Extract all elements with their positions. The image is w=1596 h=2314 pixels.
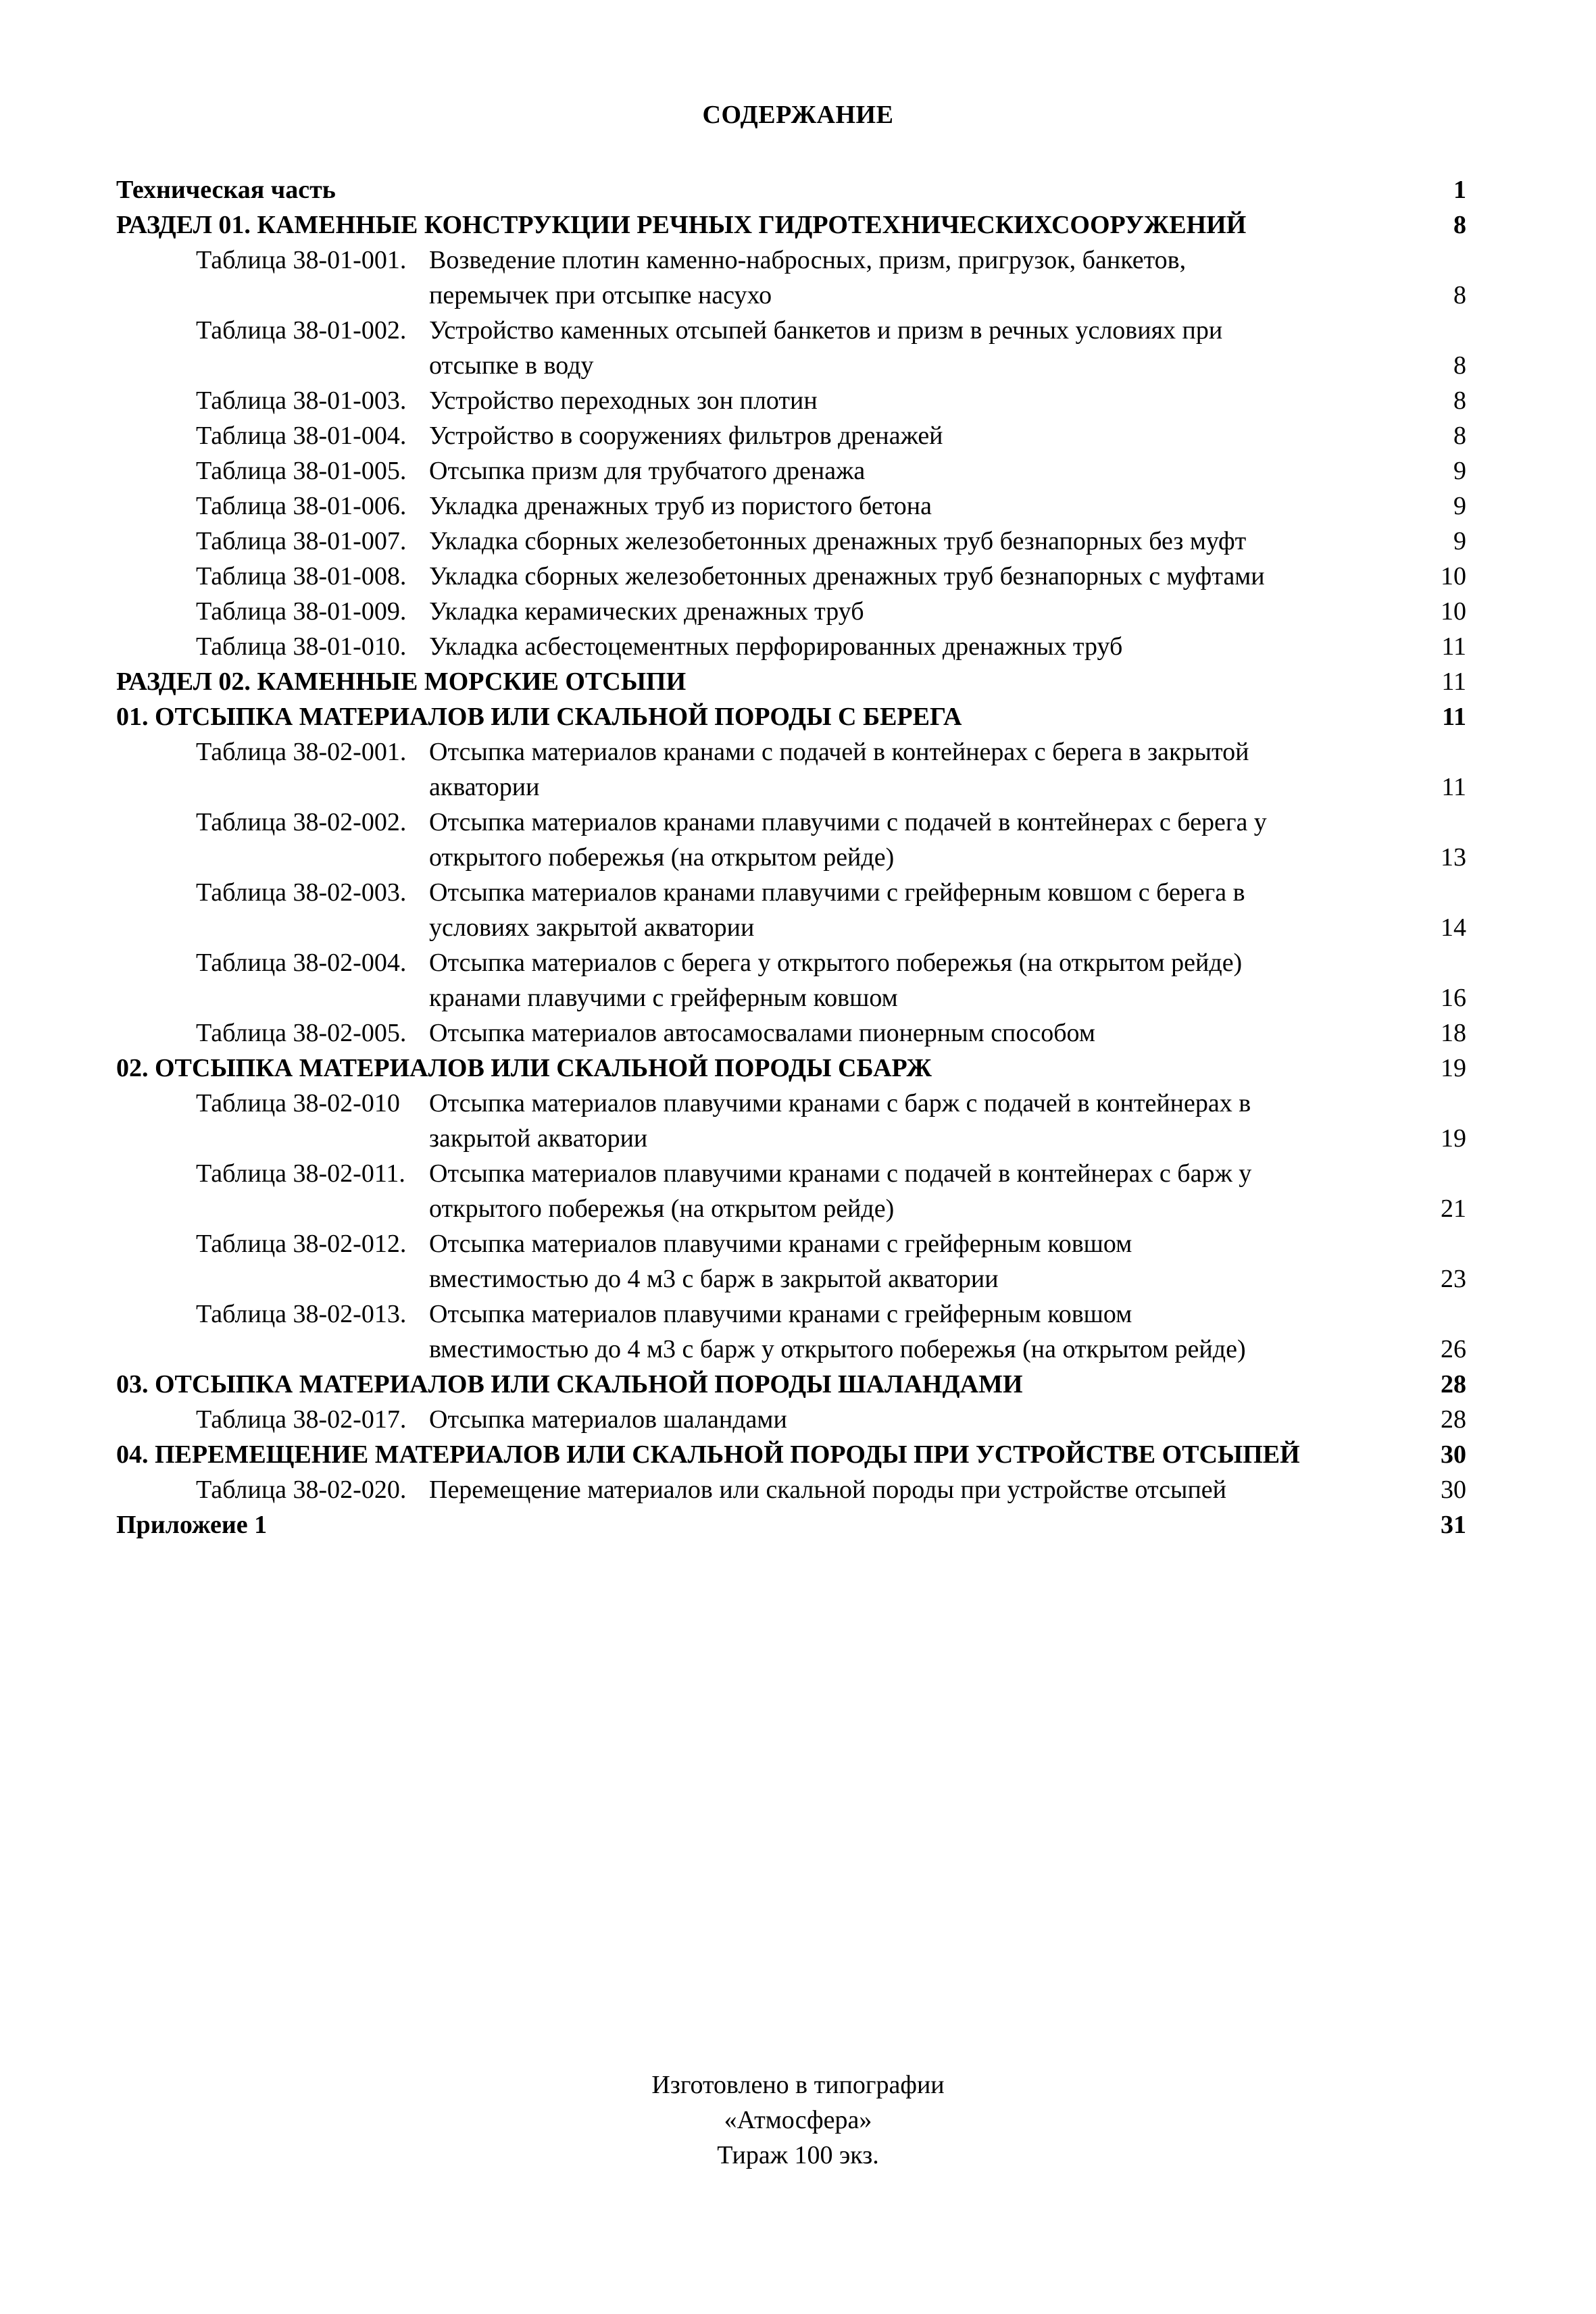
toc-entry-text xyxy=(196,1086,1251,1153)
toc-table-description xyxy=(429,1015,1095,1051)
toc-entry-text xyxy=(196,313,1223,380)
toc-table-code: Таблица 38-02-020. xyxy=(196,1476,407,1504)
toc-section-title: 02. ОТСЫПКА МАТЕРИАЛОВ ИЛИ СКАЛЬНОЙ ПОРОДЫ СБАРЖ xyxy=(116,1054,932,1082)
toc-table-code: Таблица 38-01-002. xyxy=(196,316,407,345)
toc-table-description xyxy=(429,243,1186,313)
toc-description-line: Возведение плотин каменно-набросных, призм, пригрузок, банкетов, xyxy=(429,246,1187,274)
toc-table-description xyxy=(429,488,932,524)
toc-section-title: 03. ОТСЫПКА МАТЕРИАЛОВ ИЛИ СКАЛЬНОЙ ПОРОДЫ ШАЛАНДАМИ xyxy=(116,1370,1023,1399)
toc-description-line: вместимостью до 4 м3 с барж в закрытой акватории xyxy=(429,1265,999,1293)
toc-table-code: Таблица 38-02-012. xyxy=(196,1230,407,1258)
toc-description-line: Укладка дренажных труб из пористого бетона xyxy=(429,492,932,520)
toc-table-description xyxy=(429,453,865,488)
toc-table-description xyxy=(429,1226,1132,1297)
toc-section-row[interactable] xyxy=(0,1367,1596,1402)
toc-table-row[interactable] xyxy=(0,313,1596,383)
toc-description-line: Укладка асбестоцементных перфорированных дренажных труб xyxy=(429,632,1123,661)
toc-entry-text xyxy=(196,734,1249,801)
toc-section-title: 01. ОТСЫПКА МАТЕРИАЛОВ ИЛИ СКАЛЬНОЙ ПОРОДЫ С БЕРЕГА xyxy=(116,703,962,731)
toc-description-line: Укладка керамических дренажных труб xyxy=(429,597,864,626)
imprint-line-2: «Атмосфера» xyxy=(724,2106,872,2134)
toc-table-row[interactable] xyxy=(0,1015,1596,1051)
toc-page-number: 19 xyxy=(1441,1124,1466,1153)
toc-section-row[interactable] xyxy=(0,699,1596,734)
toc-entry-text xyxy=(196,1015,1095,1051)
toc-section-row[interactable] xyxy=(0,664,1596,699)
toc-page-number: 8 xyxy=(1453,386,1466,415)
toc-entry-text xyxy=(196,1402,787,1437)
toc-description-line: Устройство в сооружениях фильтров дренажей xyxy=(429,422,943,450)
toc-description-line: Перемещение материалов или скальной породы при устройстве отсыпей xyxy=(429,1476,1227,1504)
toc-page-number: 26 xyxy=(1441,1335,1466,1363)
toc-section-row[interactable] xyxy=(0,1051,1596,1086)
toc-description-line: Отсыпка материалов кранами плавучими с грейферным ковшом с берега в xyxy=(429,878,1245,907)
toc-description-line: Устройство переходных зон плотин xyxy=(429,386,818,415)
toc-entry-text xyxy=(196,488,932,524)
toc-table-description xyxy=(429,418,943,453)
toc-table-code: Таблица 38-02-017. xyxy=(196,1405,407,1434)
toc-entry-text xyxy=(196,418,943,453)
toc-table-description xyxy=(429,1297,1246,1367)
toc-table-row[interactable] xyxy=(0,734,1596,805)
toc-table-row[interactable] xyxy=(0,1156,1596,1226)
toc-description-line: открытого побережья (на открытом рейде) xyxy=(429,843,895,872)
toc-description-line: Отсыпка материалов плавучими кранами с барж с подачей в контейнерах в xyxy=(429,1089,1251,1117)
toc-entry-text xyxy=(196,559,1265,594)
toc-table-code: Таблица 38-01-007. xyxy=(196,527,407,555)
toc-section-title: Приложеие 1 xyxy=(116,1511,268,1539)
toc-description-line: Отсыпка материалов плавучими кранами с подачей в контейнерах с барж у xyxy=(429,1159,1252,1188)
toc-table-code: Таблица 38-01-004. xyxy=(196,422,407,450)
toc-table-row[interactable] xyxy=(0,805,1596,875)
toc-table-description xyxy=(429,313,1222,383)
toc-table-description xyxy=(429,594,864,629)
toc-table-row[interactable] xyxy=(0,1226,1596,1297)
toc-description-line: Укладка сборных железобетонных дренажных труб безнапорных с муфтами xyxy=(429,562,1265,590)
table-of-contents xyxy=(0,172,1596,1542)
toc-entry-text xyxy=(196,875,1245,942)
toc-page-number: 9 xyxy=(1453,492,1466,520)
toc-page-number: 11 xyxy=(1441,632,1466,661)
toc-table-description xyxy=(429,1086,1251,1156)
toc-table-row[interactable] xyxy=(0,875,1596,945)
toc-description-line: Отсыпка призм для трубчатого дренажа xyxy=(429,457,866,485)
toc-table-code: Таблица 38-02-011. xyxy=(196,1159,405,1188)
toc-section-row[interactable] xyxy=(0,1437,1596,1472)
toc-description-line: перемычек при отсыпке насухо xyxy=(429,281,772,309)
toc-entry-text xyxy=(196,1472,1227,1507)
toc-table-code: Таблица 38-02-013. xyxy=(196,1300,407,1328)
toc-table-row[interactable] xyxy=(0,383,1596,418)
toc-table-code: Таблица 38-01-001. xyxy=(196,246,407,274)
toc-page-number: 13 xyxy=(1441,843,1466,872)
page-title: СОДЕРЖАНИЕ xyxy=(702,101,894,129)
toc-table-row[interactable] xyxy=(0,1086,1596,1156)
toc-page-number: 19 xyxy=(1441,1054,1466,1082)
toc-table-description xyxy=(429,875,1245,945)
toc-page-number: 8 xyxy=(1453,351,1466,380)
toc-table-code: Таблица 38-01-006. xyxy=(196,492,407,520)
toc-table-code: Таблица 38-02-004. xyxy=(196,949,407,977)
toc-table-code: Таблица 38-02-003. xyxy=(196,878,407,907)
toc-description-line: Отсыпка материалов с берега у открытого побережья (на открытом рейде) xyxy=(429,949,1243,977)
toc-description-line: Отсыпка материалов кранами с подачей в контейнерах с берега в закрытой xyxy=(429,738,1249,766)
toc-page-number: 31 xyxy=(1441,1511,1466,1539)
toc-table-row[interactable] xyxy=(0,559,1596,594)
toc-entry-text xyxy=(196,629,1123,664)
toc-page-number: 21 xyxy=(1441,1194,1466,1223)
toc-page-number: 28 xyxy=(1441,1405,1466,1434)
toc-table-code: Таблица 38-01-005. xyxy=(196,457,407,485)
toc-table-description xyxy=(429,1156,1251,1226)
toc-page-number: 11 xyxy=(1441,668,1466,696)
imprint xyxy=(0,2067,1596,2173)
toc-page-number: 8 xyxy=(1453,281,1466,309)
toc-entry-text xyxy=(196,1297,1246,1363)
toc-entry-text xyxy=(196,243,1187,309)
toc-page-number: 9 xyxy=(1453,527,1466,555)
imprint-line-3: Тираж 100 экз. xyxy=(717,2141,879,2169)
toc-page-number: 1 xyxy=(1453,176,1466,204)
toc-description-line: кранами плавучими с грейферным ковшом xyxy=(429,984,898,1012)
toc-entry-text xyxy=(196,1156,1252,1223)
toc-page-number: 14 xyxy=(1441,913,1466,942)
imprint-line-1: Изготовлено в типографии xyxy=(651,2071,945,2099)
toc-entry-text xyxy=(196,1226,1132,1293)
toc-table-description xyxy=(429,559,1265,594)
toc-description-line: условиях закрытой акватории xyxy=(429,913,755,942)
toc-page-number: 18 xyxy=(1441,1019,1466,1047)
toc-table-row[interactable] xyxy=(0,1297,1596,1367)
toc-table-code: Таблица 38-02-010 xyxy=(196,1089,400,1117)
toc-description-line: Отсыпка материалов кранами плавучими с подачей в контейнерах с берега у xyxy=(429,808,1267,836)
toc-table-code: Таблица 38-01-008. xyxy=(196,562,407,590)
toc-entry-text xyxy=(196,594,864,629)
toc-table-code: Таблица 38-01-009. xyxy=(196,597,407,626)
toc-table-row[interactable] xyxy=(0,418,1596,453)
toc-section-row[interactable] xyxy=(0,207,1596,243)
toc-table-row[interactable] xyxy=(0,524,1596,559)
toc-table-code: Таблица 38-02-005. xyxy=(196,1019,407,1047)
toc-table-description xyxy=(429,1472,1226,1507)
toc-table-row[interactable] xyxy=(0,488,1596,524)
toc-table-code: Таблица 38-02-002. xyxy=(196,808,407,836)
toc-table-description xyxy=(429,805,1267,875)
toc-page-number: 10 xyxy=(1441,597,1466,626)
toc-page-number: 8 xyxy=(1453,211,1466,239)
toc-description-line: Укладка сборных железобетонных дренажных труб безнапорных без муфт xyxy=(429,527,1247,555)
toc-entry-text xyxy=(196,524,1247,559)
toc-page-number: 16 xyxy=(1441,984,1466,1012)
toc-table-code: Таблица 38-02-001. xyxy=(196,738,407,766)
toc-description-line: Отсыпка материалов плавучими кранами с грейферным ковшом xyxy=(429,1230,1132,1258)
toc-table-description xyxy=(429,524,1246,559)
toc-section-title: 04. ПЕРЕМЕЩЕНИЕ МАТЕРИАЛОВ ИЛИ СКАЛЬНОЙ ПОРОДЫ ПРИ УСТРОЙСТВЕ ОТСЫПЕЙ xyxy=(116,1440,1300,1469)
toc-table-row[interactable] xyxy=(0,1472,1596,1507)
toc-page-number: 23 xyxy=(1441,1265,1466,1293)
toc-table-code: Таблица 38-01-003. xyxy=(196,386,407,415)
toc-page-number: 30 xyxy=(1441,1440,1466,1469)
toc-table-description xyxy=(429,629,1122,664)
toc-table-row[interactable] xyxy=(0,243,1596,313)
toc-section-title: РАЗДЕЛ 02. КАМЕННЫЕ МОРСКИЕ ОТСЫПИ xyxy=(116,668,687,696)
toc-description-line: открытого побережья (на открытом рейде) xyxy=(429,1194,895,1223)
toc-table-row[interactable] xyxy=(0,594,1596,629)
toc-entry-text xyxy=(196,453,866,488)
toc-description-line: вместимостью до 4 м3 с барж у открытого побережья (на открытом рейде) xyxy=(429,1335,1246,1363)
toc-page-number: 9 xyxy=(1453,457,1466,485)
toc-description-line: акватории xyxy=(429,773,540,801)
toc-table-description xyxy=(429,1402,787,1437)
toc-table-description xyxy=(429,383,818,418)
toc-page-number: 8 xyxy=(1453,422,1466,450)
toc-table-description xyxy=(429,734,1249,805)
toc-section-row[interactable] xyxy=(0,1507,1596,1542)
toc-description-line: Отсыпка материалов плавучими кранами с грейферным ковшом xyxy=(429,1300,1132,1328)
toc-page-number: 11 xyxy=(1442,703,1466,731)
toc-page-number: 10 xyxy=(1441,562,1466,590)
toc-entry-text xyxy=(196,945,1243,1012)
toc-table-row[interactable] xyxy=(0,1402,1596,1437)
toc-table-description xyxy=(429,945,1242,1015)
toc-description-line: отсыпке в воду xyxy=(429,351,594,380)
toc-page-number: 11 xyxy=(1441,773,1466,801)
toc-section-title: Техническая часть xyxy=(116,176,336,204)
toc-table-row[interactable] xyxy=(0,945,1596,1015)
toc-entry-text xyxy=(196,805,1267,872)
toc-page-number: 28 xyxy=(1441,1370,1466,1399)
toc-table-row[interactable] xyxy=(0,453,1596,488)
toc-table-code: Таблица 38-01-010. xyxy=(196,632,407,661)
toc-table-row[interactable] xyxy=(0,629,1596,664)
toc-section-row[interactable] xyxy=(0,172,1596,207)
toc-description-line: Отсыпка материалов шаландами xyxy=(429,1405,787,1434)
toc-page-number: 30 xyxy=(1441,1476,1466,1504)
toc-description-line: Устройство каменных отсыпей банкетов и призм в речных условиях при xyxy=(429,316,1223,345)
toc-section-title: РАЗДЕЛ 01. КАМЕННЫЕ КОНСТРУКЦИИ РЕЧНЫХ ГИДРОТЕХНИЧЕСКИХСООРУЖЕНИЙ xyxy=(116,211,1247,239)
toc-description-line: Отсыпка материалов автосамосвалами пионерным способом xyxy=(429,1019,1095,1047)
toc-description-line: закрытой акватории xyxy=(429,1124,648,1153)
toc-entry-text xyxy=(196,383,818,418)
